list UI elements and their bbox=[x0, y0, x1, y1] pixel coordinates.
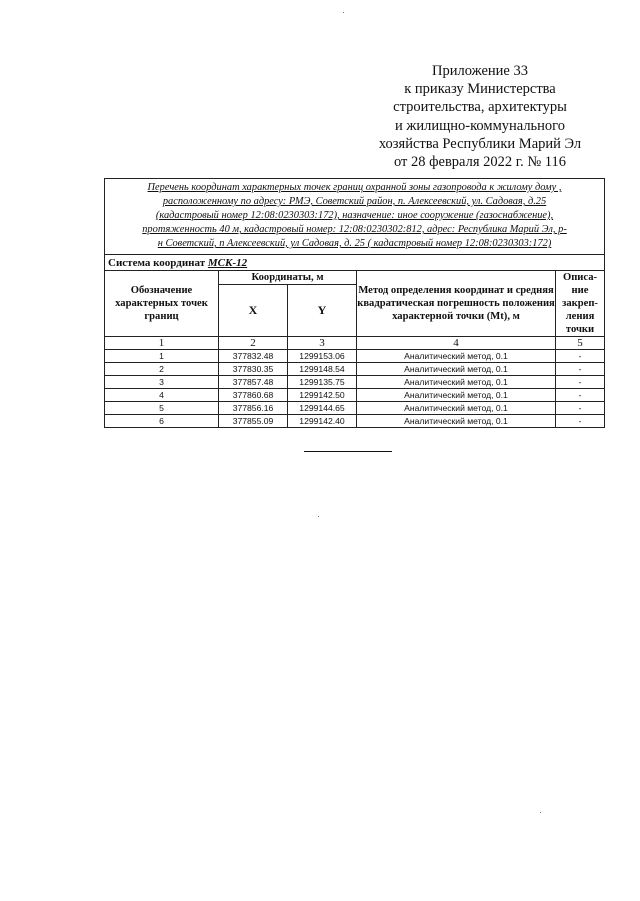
column-number: 1 bbox=[105, 337, 219, 350]
closing-rule bbox=[304, 451, 392, 452]
method-cell: Аналитический метод, 0.1 bbox=[357, 363, 556, 376]
table-caption bbox=[105, 179, 605, 255]
point-number: 2 bbox=[105, 363, 219, 376]
header-description: Описа-ние закреп-ления точки bbox=[556, 271, 605, 337]
coord-x: 377832.48 bbox=[219, 350, 288, 363]
method-cell: Аналитический метод, 0.1 bbox=[357, 376, 556, 389]
description-cell: - bbox=[556, 389, 605, 402]
table-row bbox=[105, 363, 605, 376]
description-cell: - bbox=[556, 363, 605, 376]
coord-x: 377857.48 bbox=[219, 376, 288, 389]
appendix-line: Приложение 33 bbox=[432, 63, 528, 79]
method-cell: Аналитический метод, 0.1 bbox=[357, 389, 556, 402]
coord-x: 377860.68 bbox=[219, 389, 288, 402]
caption-line: протяженность 40 м, кадастровый номер: 12:08:0230302:812, адрес: Республика Марий Эл, р- bbox=[142, 224, 567, 235]
appendix-line: к приказу Министерства bbox=[404, 81, 556, 98]
coord-x: 377856.16 bbox=[219, 402, 288, 415]
appendix-line: хозяйства Республики Марий Эл bbox=[378, 135, 582, 152]
coordinate-system-label: Система координат bbox=[108, 256, 206, 269]
header-y: Y bbox=[288, 285, 357, 337]
scan-speck bbox=[540, 812, 541, 813]
method-cell: Аналитический метод, 0.1 bbox=[357, 350, 556, 363]
coordinates-table bbox=[104, 178, 605, 428]
coord-y: 1299142.50 bbox=[288, 389, 357, 402]
appendix-line: и жилищно-коммунального bbox=[394, 117, 566, 134]
description-cell: - bbox=[556, 415, 605, 428]
table-row bbox=[105, 376, 605, 389]
coord-x: 377855.09 bbox=[219, 415, 288, 428]
description-cell: - bbox=[556, 350, 605, 363]
caption-line: (кадастровый номер 12:08:0230303:172), назначение: иное сооружение (газоснабжение), bbox=[155, 210, 554, 221]
scan-speck bbox=[343, 12, 344, 13]
coord-y: 1299135.75 bbox=[288, 376, 357, 389]
coord-y: 1299148.54 bbox=[288, 363, 357, 376]
caption-line: Перечень координат характерных точек границ охранной зоны газопровода к жилому дому , bbox=[147, 182, 562, 193]
coord-y: 1299153.06 bbox=[288, 350, 357, 363]
point-number: 4 bbox=[105, 389, 219, 402]
point-number: 1 bbox=[105, 350, 219, 363]
table-row bbox=[105, 402, 605, 415]
method-cell: Аналитический метод, 0.1 bbox=[357, 402, 556, 415]
description-cell: - bbox=[556, 376, 605, 389]
header-method: Метод определения координат и средняя квадратическая погрешность положения характерной точки (Mt), м bbox=[357, 271, 556, 337]
caption-line: расположенному по адресу: РМЭ, Советский район, п. Алексеевский, ул. Садовая, д.25 bbox=[162, 196, 547, 207]
column-number: 4 bbox=[357, 337, 556, 350]
point-number: 5 bbox=[105, 402, 219, 415]
header-x: X bbox=[219, 285, 288, 337]
scan-speck bbox=[318, 516, 319, 517]
coord-y: 1299142.40 bbox=[288, 415, 357, 428]
appendix-header bbox=[350, 62, 610, 171]
table-row bbox=[105, 389, 605, 402]
column-number: 5 bbox=[556, 337, 605, 350]
method-cell: Аналитический метод, 0.1 bbox=[357, 415, 556, 428]
point-number: 3 bbox=[105, 376, 219, 389]
table-row bbox=[105, 350, 605, 363]
coord-x: 377830.35 bbox=[219, 363, 288, 376]
table-row bbox=[105, 415, 605, 428]
description-cell: - bbox=[556, 402, 605, 415]
coord-y: 1299144.65 bbox=[288, 402, 357, 415]
caption-line: н Советский, п Алексеевский, ул Садовая, д. 25 ( кадастровый номер 12:08:0230303:172) bbox=[157, 238, 552, 249]
column-number: 3 bbox=[288, 337, 357, 350]
header-point: Обозначение характерных точек границ bbox=[105, 271, 219, 337]
appendix-line: строительства, архитектуры bbox=[393, 99, 567, 116]
coordinate-system-row bbox=[105, 255, 605, 271]
column-number: 2 bbox=[219, 337, 288, 350]
header-coordinates: Координаты, м bbox=[219, 271, 357, 285]
point-number: 6 bbox=[105, 415, 219, 428]
column-number-row bbox=[105, 337, 605, 350]
coordinate-system-value: МСК-12 bbox=[207, 256, 248, 269]
appendix-line: от 28 февраля 2022 г. № 116 bbox=[393, 154, 567, 171]
